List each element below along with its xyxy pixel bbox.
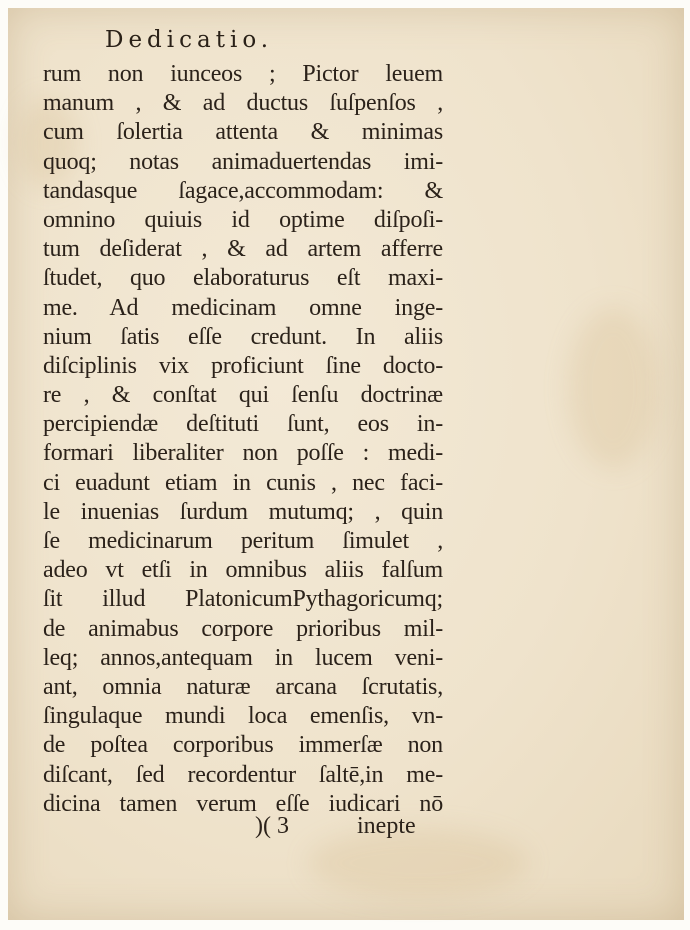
- page-footer: [0, 813, 690, 845]
- text-line: ſit illud PlatonicumPythagoricumq;: [43, 586, 443, 613]
- text-line: nium ſatis eſſe credunt. In aliis: [43, 323, 443, 350]
- page-heading: Dedicatio.: [105, 27, 274, 53]
- text-line: ſingulaque mundi loca emenſis, vn-: [43, 703, 443, 730]
- text-line: diſciplinis vix proficiunt ſine docto-: [43, 352, 443, 379]
- text-line: tum deſiderat , & ad artem afferre: [43, 236, 443, 263]
- text-line: leq; annos,antequam in lucem veni-: [43, 644, 443, 671]
- text-line: cum ſolertia attenta & minimas: [43, 119, 443, 146]
- text-line: de animabus corpore prioribus mil-: [43, 615, 443, 642]
- body-text: [43, 60, 443, 819]
- text-line: ſe medicinarum peritum ſimulet ,: [43, 528, 443, 554]
- text-line: adeo vt etſi in omnibus aliis falſum: [43, 557, 443, 584]
- text-line: ſtudet, quo elaboraturus eſt maxi-: [43, 265, 443, 292]
- text-line: manum , & ad ductus ſuſpenſos ,: [43, 90, 443, 117]
- text-line: quoq; notas animaduertendas imi-: [43, 148, 443, 175]
- signature-mark: )( 3: [255, 813, 289, 839]
- paper-stain: [568, 308, 658, 468]
- text-line: rum non iunceos ; Pictor leuem: [43, 61, 443, 87]
- text-line: me. Ad medicinam omne inge-: [43, 294, 443, 321]
- text-line: ci euadunt etiam in cunis , nec faci-: [43, 469, 443, 496]
- text-line: de poſtea corporibus immerſæ non: [43, 732, 443, 759]
- text-line: formari liberaliter non poſſe : medi-: [43, 440, 443, 467]
- text-line: le inuenias ſurdum mutumq; , quin: [43, 498, 443, 525]
- text-line: re , & conſtat qui ſenſu doctrinæ: [43, 382, 443, 409]
- text-line: omnino quiuis id optime diſpoſi-: [43, 206, 443, 233]
- catchword: inepte: [357, 813, 416, 839]
- text-line: ant, omnia naturæ arcana ſcrutatis,: [43, 673, 443, 700]
- text-line: dicina tamen verum eſſe iudicari nō: [43, 790, 443, 817]
- text-line: tandasque ſagace,accommodam: &: [43, 177, 443, 204]
- text-line: percipiendæ deſtituti ſunt, eos in-: [43, 411, 443, 438]
- text-line: diſcant, ſed recordentur ſaltē,in me-: [43, 761, 443, 788]
